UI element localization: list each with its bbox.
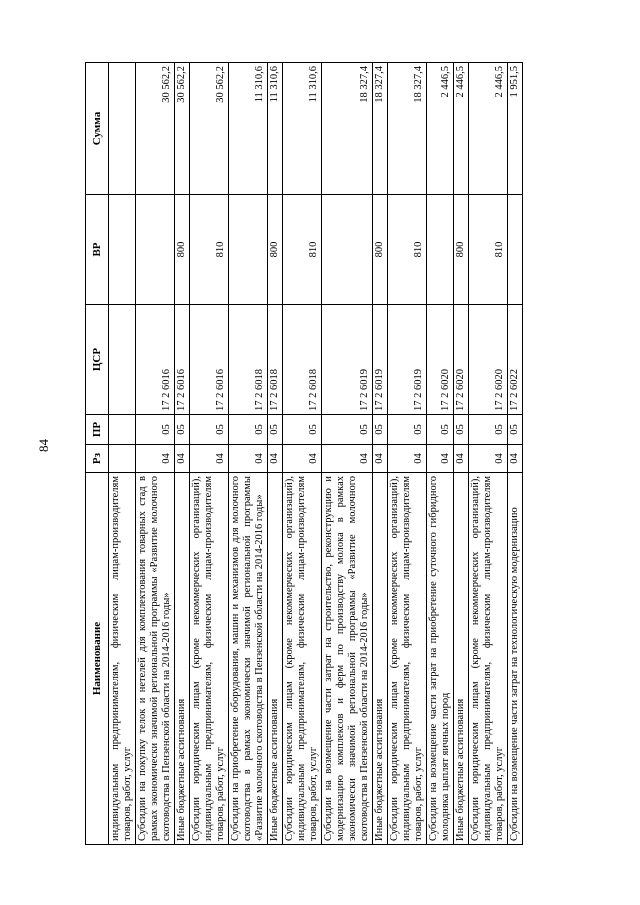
row-rz: 04 xyxy=(373,445,388,473)
row-vr: 810 xyxy=(283,195,322,305)
table-row xyxy=(283,63,322,845)
row-sum: 30 562,2 xyxy=(175,63,190,195)
row-csr: 17 2 6018 xyxy=(283,305,322,415)
row-vr xyxy=(109,195,136,305)
table-row xyxy=(109,63,136,845)
row-sum: 30 562,2 xyxy=(190,63,229,195)
row-csr: 17 2 6018 xyxy=(229,305,268,415)
row-sum xyxy=(109,63,136,195)
table-header-row xyxy=(86,63,109,845)
row-pr: 05 xyxy=(190,415,229,445)
row-rz: 04 xyxy=(322,445,373,473)
row-pr: 05 xyxy=(175,415,190,445)
row-rz: 04 xyxy=(388,445,427,473)
row-vr: 810 xyxy=(388,195,427,305)
page-number: 84 xyxy=(36,439,51,452)
row-sum: 18 327,4 xyxy=(388,63,427,195)
table-row xyxy=(268,63,283,845)
row-pr: 05 xyxy=(427,415,454,445)
table-row xyxy=(175,63,190,845)
row-vr xyxy=(136,195,175,305)
row-rz: 04 xyxy=(508,445,523,473)
budget-table xyxy=(85,62,523,845)
row-csr: 17 2 6018 xyxy=(268,305,283,415)
row-sum: 11 310,6 xyxy=(268,63,283,195)
table-row xyxy=(229,63,268,845)
row-vr xyxy=(229,195,268,305)
rotated-table-container xyxy=(85,63,585,845)
row-rz: 04 xyxy=(190,445,229,473)
row-sum: 2 446,5 xyxy=(427,63,454,195)
table-row xyxy=(373,63,388,845)
table-row xyxy=(469,63,508,845)
row-csr: 17 2 6022 xyxy=(508,305,523,415)
row-vr: 800 xyxy=(268,195,283,305)
row-rz: 04 xyxy=(283,445,322,473)
row-pr: 05 xyxy=(229,415,268,445)
row-rz: 04 xyxy=(427,445,454,473)
table-row xyxy=(508,63,523,845)
row-name: Иные бюджетные ассигнования xyxy=(175,473,190,845)
row-rz: 04 xyxy=(469,445,508,473)
row-name: Иные бюджетные ассигнования xyxy=(454,473,469,845)
row-rz: 04 xyxy=(175,445,190,473)
row-name: Субсидии на возмещение части затрат на приобретение суточного гибридного молодняка цыплят яичных пород xyxy=(427,473,454,845)
row-vr xyxy=(322,195,373,305)
row-pr xyxy=(109,415,136,445)
row-pr: 05 xyxy=(322,415,373,445)
row-sum: 2 446,5 xyxy=(469,63,508,195)
table-row xyxy=(322,63,373,845)
row-csr: 17 2 6016 xyxy=(136,305,175,415)
row-pr: 05 xyxy=(388,415,427,445)
row-pr: 05 xyxy=(136,415,175,445)
row-sum: 1 951,5 xyxy=(508,63,523,195)
row-name: Иные бюджетные ассигнования xyxy=(373,473,388,845)
row-sum: 11 310,6 xyxy=(229,63,268,195)
row-vr xyxy=(508,195,523,305)
header-csr: ЦСР xyxy=(86,305,109,415)
row-name: Субсидии юридическим лицам (кроме некоммерческих организаций), индивидуальным предпринимателям, физическим лицам-производителям товаров, работ, услуг xyxy=(388,473,427,845)
row-csr: 17 2 6016 xyxy=(175,305,190,415)
row-name: Субсидии на покупку телок и нетелей для комплектования товарных стад в рамках экономически значимой региональной программы «Развитие молочного скотоводства в Пензенской области на 2014-2016 годы» xyxy=(136,473,175,845)
row-csr: 17 2 6020 xyxy=(469,305,508,415)
row-name: Иные бюджетные ассигнования xyxy=(268,473,283,845)
row-name: Субсидии юридическим лицам (кроме некоммерческих организаций), индивидуальным предпринимателям, физическим лицам-производителям товаров, работ, услуг xyxy=(283,473,322,845)
table-row xyxy=(427,63,454,845)
table-row xyxy=(454,63,469,845)
table-row xyxy=(388,63,427,845)
table-row xyxy=(136,63,175,845)
row-name: Субсидии на приобретение оборудования, машин и механизмов для молочного скотоводства в рамках экономически значимой региональной программы «Развитие молочного скотоводства в Пензенской области на 2014-2016 годы» xyxy=(229,473,268,845)
row-vr: 800 xyxy=(175,195,190,305)
row-rz xyxy=(109,445,136,473)
row-pr: 05 xyxy=(454,415,469,445)
header-name: Наименование xyxy=(86,473,109,845)
row-name: Субсидии на возмещение части затрат на строительство, реконструкцию и модернизацию комплексов и ферм по производству молока в рамках экономически значимой региональной программы «Развитие молочного скотоводства в Пензенской области на 2014-2016 годы» xyxy=(322,473,373,845)
row-csr: 17 2 6019 xyxy=(322,305,373,415)
row-name: Субсидии юридическим лицам (кроме некоммерческих организаций), индивидуальным предпринимателям, физическим лицам-производителям товаров, работ, услуг xyxy=(469,473,508,845)
row-sum: 18 327,4 xyxy=(322,63,373,195)
row-csr: 17 2 6020 xyxy=(427,305,454,415)
row-name: Субсидии на возмещение части затрат на технологическую модернизацию xyxy=(508,473,523,845)
header-pr: ПР xyxy=(86,415,109,445)
row-vr: 810 xyxy=(190,195,229,305)
row-name: Субсидии юридическим лицам (кроме некоммерческих организаций), индивидуальным предпринимателям, физическим лицам-производителям товаров, работ, услуг xyxy=(190,473,229,845)
header-rz: Рз xyxy=(86,445,109,473)
row-pr: 05 xyxy=(373,415,388,445)
row-pr: 05 xyxy=(508,415,523,445)
row-sum: 11 310,6 xyxy=(283,63,322,195)
row-csr xyxy=(109,305,136,415)
row-sum: 18 327,4 xyxy=(373,63,388,195)
row-name: индивидуальным предпринимателям, физическим лицам-производителям товаров, работ, услуг xyxy=(109,473,136,845)
row-csr: 17 2 6016 xyxy=(190,305,229,415)
row-csr: 17 2 6020 xyxy=(454,305,469,415)
row-rz: 04 xyxy=(454,445,469,473)
row-vr: 810 xyxy=(469,195,508,305)
row-vr: 800 xyxy=(373,195,388,305)
row-csr: 17 2 6019 xyxy=(373,305,388,415)
row-sum: 30 562,2 xyxy=(136,63,175,195)
row-pr: 05 xyxy=(283,415,322,445)
row-pr: 05 xyxy=(469,415,508,445)
row-rz: 04 xyxy=(229,445,268,473)
row-vr: 800 xyxy=(454,195,469,305)
row-pr: 05 xyxy=(268,415,283,445)
row-vr xyxy=(427,195,454,305)
header-vr: ВР xyxy=(86,195,109,305)
row-csr: 17 2 6019 xyxy=(388,305,427,415)
table-row xyxy=(190,63,229,845)
row-sum: 2 446,5 xyxy=(454,63,469,195)
row-rz: 04 xyxy=(136,445,175,473)
header-sum: Сумма xyxy=(86,63,109,195)
row-rz: 04 xyxy=(268,445,283,473)
